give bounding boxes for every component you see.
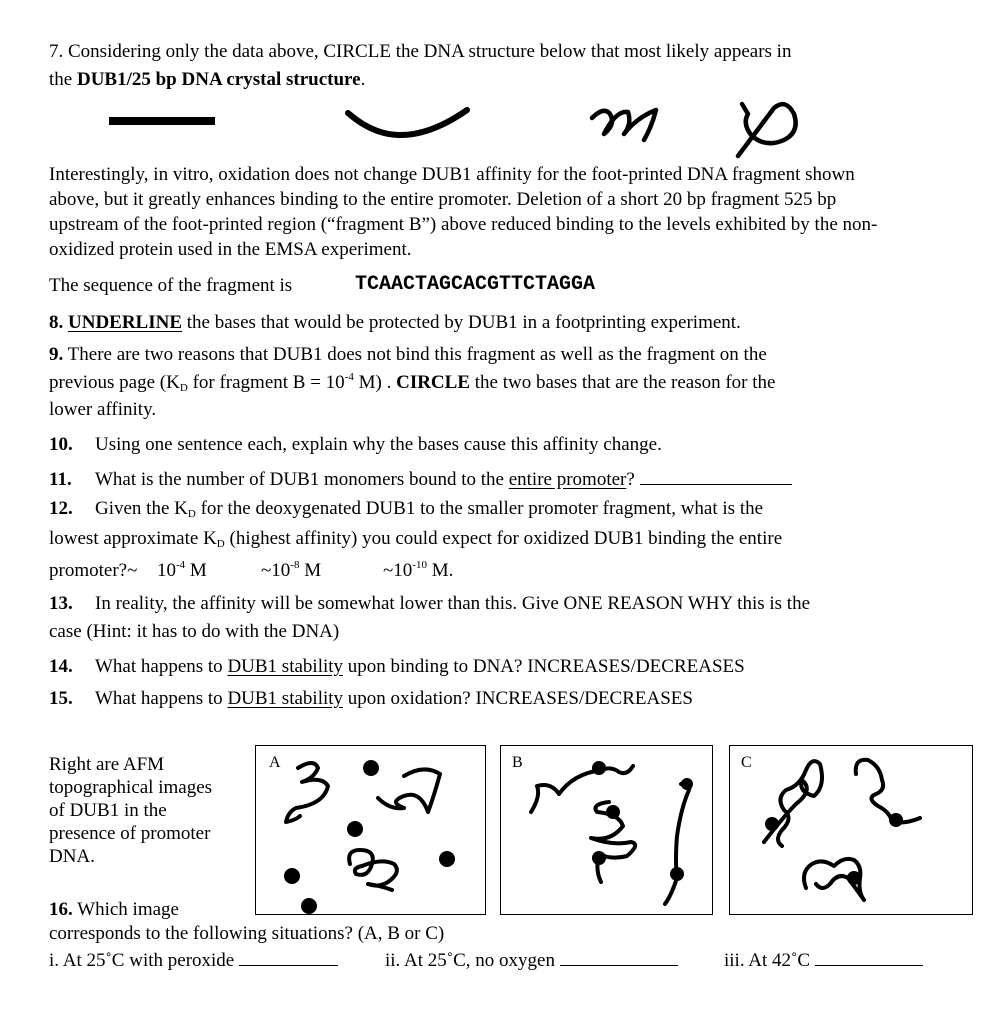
q9-keyword: CIRCLE: [396, 372, 470, 393]
dna-structures: [0, 100, 996, 170]
afm-image-b: [501, 746, 712, 914]
panel-label: C: [741, 754, 752, 771]
q16-line1: 16. Which image: [49, 899, 179, 920]
dna-looped-icon[interactable]: [738, 104, 796, 156]
intro-line: upstream of the foot-printed region (“fragment B”) above reduced binding to the levels exhibited by the non-: [49, 214, 878, 235]
intro-line: oxidized protein used in the EMSA experiment.: [49, 239, 412, 260]
q12-line2: lowest approximate $K_D$ (highest affinity) you could expect for oxidized DUB1 binding the entire: [49, 528, 783, 550]
afm-image-c: [730, 746, 972, 914]
dna-kinked-icon[interactable]: [592, 110, 656, 140]
afm-panel-c[interactable]: [729, 745, 973, 915]
q16-answer-blank[interactable]: [239, 947, 338, 966]
q11-answer-blank[interactable]: [640, 466, 792, 485]
q12-option[interactable]: $\sim 10^{-10}$ M.: [383, 559, 454, 581]
panel-label: B: [512, 754, 523, 771]
afm-panel-b[interactable]: [500, 745, 713, 915]
q13-line1: 13. In reality, the affinity will be somewhat lower than this. Give ONE REASON WHY this is the: [49, 593, 811, 614]
sequence-value[interactable]: TCAACTAGCACGTTCTAGGA: [355, 273, 596, 296]
q15: 15. What happens to DUB1 stability upon oxidation? INCREASES/DECREASES: [49, 688, 693, 709]
q16-answer-blank[interactable]: [815, 947, 923, 966]
q12-line1: 12. Given the $K_D$ for the deoxygenated DUB1 to the smaller promoter fragment, what is the: [49, 498, 764, 520]
q8-keyword: UNDERLINE: [68, 312, 183, 333]
q11: 11. What is the number of DUB1 monomers bound to the entire promoter?: [49, 466, 792, 492]
intro-line: Interestingly, in vitro, oxidation does not change DUB1 affinity for the foot-printed DNA fragment shown: [49, 164, 855, 185]
q16-item: ii. At 25˚C, no oxygen: [385, 947, 678, 973]
q9-line3: lower affinity.: [49, 399, 157, 420]
sequence-label: The sequence of the fragment is: [49, 275, 293, 296]
q13-line2: case (Hint: it has to do with the DNA): [49, 621, 340, 642]
q16-item: iii. At 42˚C: [724, 947, 923, 973]
intro-line: above, but it greatly enhances binding to the entire promoter. Deletion of a short 20 bp fragment 525 bp: [49, 189, 837, 210]
dna-straight-icon[interactable]: [109, 117, 215, 125]
q9-line2: previous page ($K_D$ for fragment $B = 10^{-4}$ M) . CIRCLE the two bases that are the reason for the: [49, 371, 776, 394]
panel-label: A: [269, 754, 281, 771]
q14: 14. What happens to DUB1 stability upon binding to DNA? INCREASES/DECREASES: [49, 656, 745, 677]
q7-line1: 7. Considering only the data above, CIRCLE the DNA structure below that most likely appears in: [49, 41, 792, 62]
afm-stray-dot: [299, 896, 319, 916]
q12-option[interactable]: $10^{-4}$ M: [157, 559, 207, 581]
q7-bold-structure: DUB1/25 bp DNA crystal structure: [76, 69, 361, 90]
afm-image-a: [256, 746, 485, 914]
q12-line3: promoter?~: [49, 560, 138, 581]
q12-option[interactable]: $\sim 10^{-8}$ M: [261, 559, 322, 581]
q8: 8. UNDERLINE the bases that would be protected by DUB1 in a footprinting experiment.: [49, 312, 741, 333]
q9-line1: 9. There are two reasons that DUB1 does not bind this fragment as well as the fragment on the: [49, 344, 767, 365]
q16-answer-blank[interactable]: [560, 947, 678, 966]
q16-line2: corresponds to the following situations? (A, B or C): [49, 923, 445, 944]
q16-item: i. At 25˚C with peroxide: [49, 947, 338, 973]
q10: 10. Using one sentence each, explain why the bases cause this affinity change.: [49, 434, 662, 455]
afm-caption: Right are AFM topographical images of DUB1 in the presence of promoter DNA.: [49, 754, 213, 867]
afm-panel-a[interactable]: [255, 745, 486, 915]
dna-bent-icon[interactable]: [348, 110, 467, 135]
q7-line2: the DUB1/25 bp DNA crystal structure.: [49, 69, 366, 90]
